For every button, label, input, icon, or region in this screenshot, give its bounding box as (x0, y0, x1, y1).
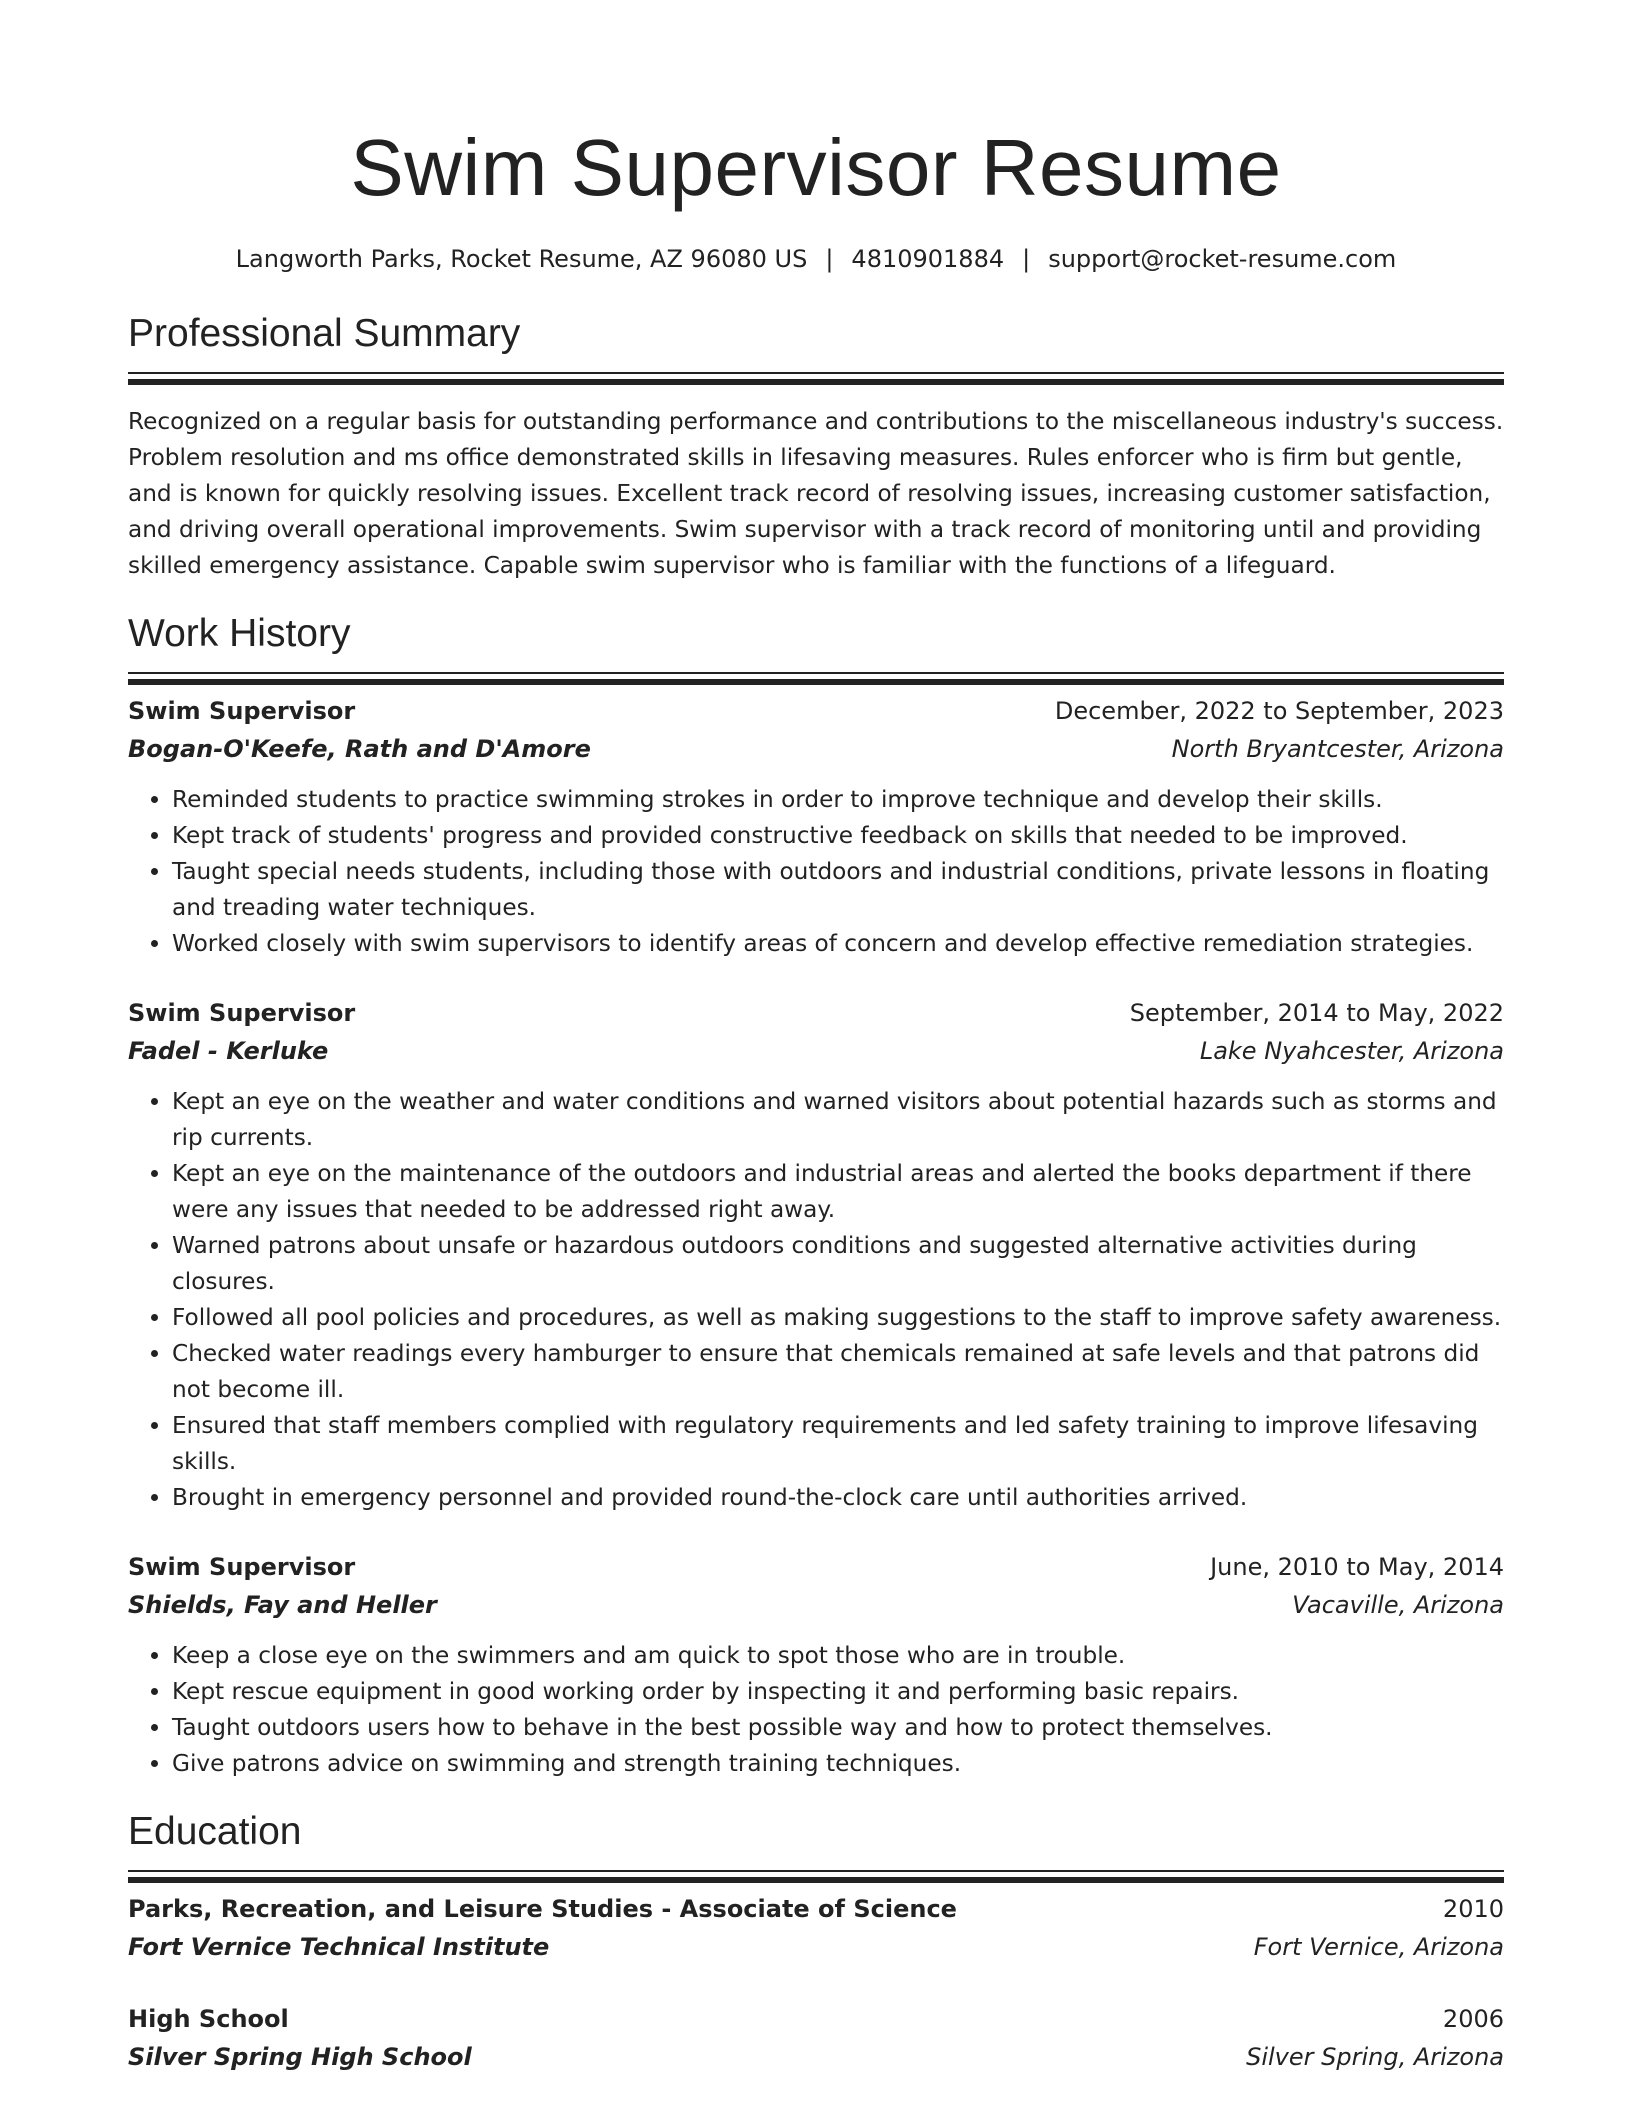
job-bullet: • Warned patrons about unsafe or hazardous outdoors conditions and suggested alternative activities during closures. (172, 1228, 1504, 1300)
job-bullet: • Worked closely with swim supervisors to identify areas of concern and develop effective remediation strategies. (172, 926, 1504, 962)
job-bullet: • Followed all pool policies and procedures, as well as making suggestions to the staff to improve safety awareness. (172, 1300, 1504, 1336)
education-degree: Parks, Recreation, and Leisure Studies - Associate of Science (128, 1895, 957, 1923)
section-divider (128, 672, 1504, 674)
job-bullets (128, 782, 1504, 962)
job-bullet: • Kept rescue equipment in good working order by inspecting it and performing basic repairs. (172, 1674, 1504, 1710)
section-title-education: Education (128, 1810, 302, 1853)
job-bullet: • Taught outdoors users how to behave in the best possible way and how to protect themselves. (172, 1710, 1504, 1746)
education-header (128, 2000, 1504, 2038)
contact-line (128, 244, 1504, 274)
job-location: North Bryantcester, Arizona (1171, 735, 1504, 763)
work-history-section (128, 610, 1504, 1782)
job-location: Vacaville, Arizona (1292, 1591, 1504, 1619)
job-bullet: • Kept track of students' progress and provided constructive feedback on skills that needed to be improved. (172, 818, 1504, 854)
job-bullet: • Brought in emergency personnel and provided round-the-clock care until authorities arrived. (172, 1480, 1504, 1516)
job-title: Swim Supervisor (128, 697, 356, 725)
education-year: 2006 (1442, 2005, 1504, 2033)
job-bullets (128, 1084, 1504, 1516)
job-entry (128, 692, 1504, 962)
job-location: Lake Nyahcester, Arizona (1199, 1037, 1504, 1065)
job-subheader (128, 1032, 1504, 1070)
job-entry (128, 1548, 1504, 1782)
section-title-summary: Professional Summary (128, 312, 521, 355)
contact-address: Langworth Parks, Rocket Resume, AZ 96080 US (235, 245, 808, 273)
section-divider (128, 372, 1504, 374)
job-subheader (128, 1586, 1504, 1624)
education-subheader (128, 2038, 1504, 2076)
section-title-work-history: Work History (128, 612, 351, 655)
contact-separator: | (1022, 245, 1031, 273)
education-school: Fort Vernice Technical Institute (128, 1933, 550, 1961)
summary-text: Recognized on a regular basis for outstanding performance and contributions to the miscellaneous industry's success. Problem resolution and ms office demonstrated skills in lifesaving measures. Rules enforcer who is firm but gentle, and is known for quickly resolving issues. Excellent track record of resolving issues, increasing customer satisfaction, and driving overall operational improvements. Swim supervisor with a track record of monitoring until and providing skilled emergency assistance. Capable swim supervisor who is familiar with the functions of a lifeguard. (128, 408, 1504, 579)
job-bullet: • Ensured that staff members complied with regulatory requirements and led safety training to improve lifesaving skills. (172, 1408, 1504, 1480)
education-section (128, 1808, 1504, 2076)
job-bullet: • Taught special needs students, including those with outdoors and industrial conditions, private lessons in floating and treading water techniques. (172, 854, 1504, 926)
job-dates: December, 2022 to September, 2023 (1054, 697, 1504, 725)
summary-section (128, 310, 1504, 584)
job-bullet: • Keep a close eye on the swimmers and am quick to spot those who are in trouble. (172, 1638, 1504, 1674)
job-bullet: • Reminded students to practice swimming strokes in order to improve technique and develop their skills. (172, 782, 1504, 818)
education-entry (128, 2000, 1504, 2076)
contact-phone: 4810901884 (851, 245, 1005, 273)
resume-title: Swim Supervisor Resume (350, 123, 1282, 212)
education-location: Silver Spring, Arizona (1246, 2043, 1504, 2071)
job-subheader (128, 730, 1504, 768)
job-dates: June, 2010 to May, 2014 (1210, 1553, 1504, 1581)
job-header (128, 1548, 1504, 1586)
job-company: Bogan-O'Keefe, Rath and D'Amore (128, 735, 591, 763)
resume-page (128, 0, 1504, 2076)
job-dates: September, 2014 to May, 2022 (1129, 999, 1504, 1027)
job-bullet: • Kept an eye on the maintenance of the outdoors and industrial areas and alerted the books department if there were any issues that needed to be addressed right away. (172, 1156, 1504, 1228)
job-bullet: • Checked water readings every hamburger to ensure that chemicals remained at safe levels and that patrons did not become ill. (172, 1336, 1504, 1408)
education-school: Silver Spring High School (128, 2043, 472, 2071)
education-year: 2010 (1442, 1895, 1504, 1923)
contact-email: support@rocket-resume.com (1048, 245, 1397, 273)
education-degree: High School (128, 2005, 289, 2033)
education-entry (128, 1890, 1504, 1966)
job-title: Swim Supervisor (128, 1553, 356, 1581)
education-header (128, 1890, 1504, 1928)
job-bullet: • Kept an eye on the weather and water conditions and warned visitors about potential hazards such as storms and rip currents. (172, 1084, 1504, 1156)
job-header (128, 994, 1504, 1032)
job-entry (128, 994, 1504, 1516)
contact-separator: | (825, 245, 834, 273)
section-divider (128, 1870, 1504, 1872)
job-bullet: • Give patrons advice on swimming and strength training techniques. (172, 1746, 1504, 1782)
job-company: Fadel - Kerluke (128, 1037, 329, 1065)
education-subheader (128, 1928, 1504, 1966)
job-header (128, 692, 1504, 730)
education-location: Fort Vernice, Arizona (1253, 1933, 1504, 1961)
job-title: Swim Supervisor (128, 999, 356, 1027)
job-bullets (128, 1638, 1504, 1782)
job-company: Shields, Fay and Heller (128, 1591, 437, 1619)
